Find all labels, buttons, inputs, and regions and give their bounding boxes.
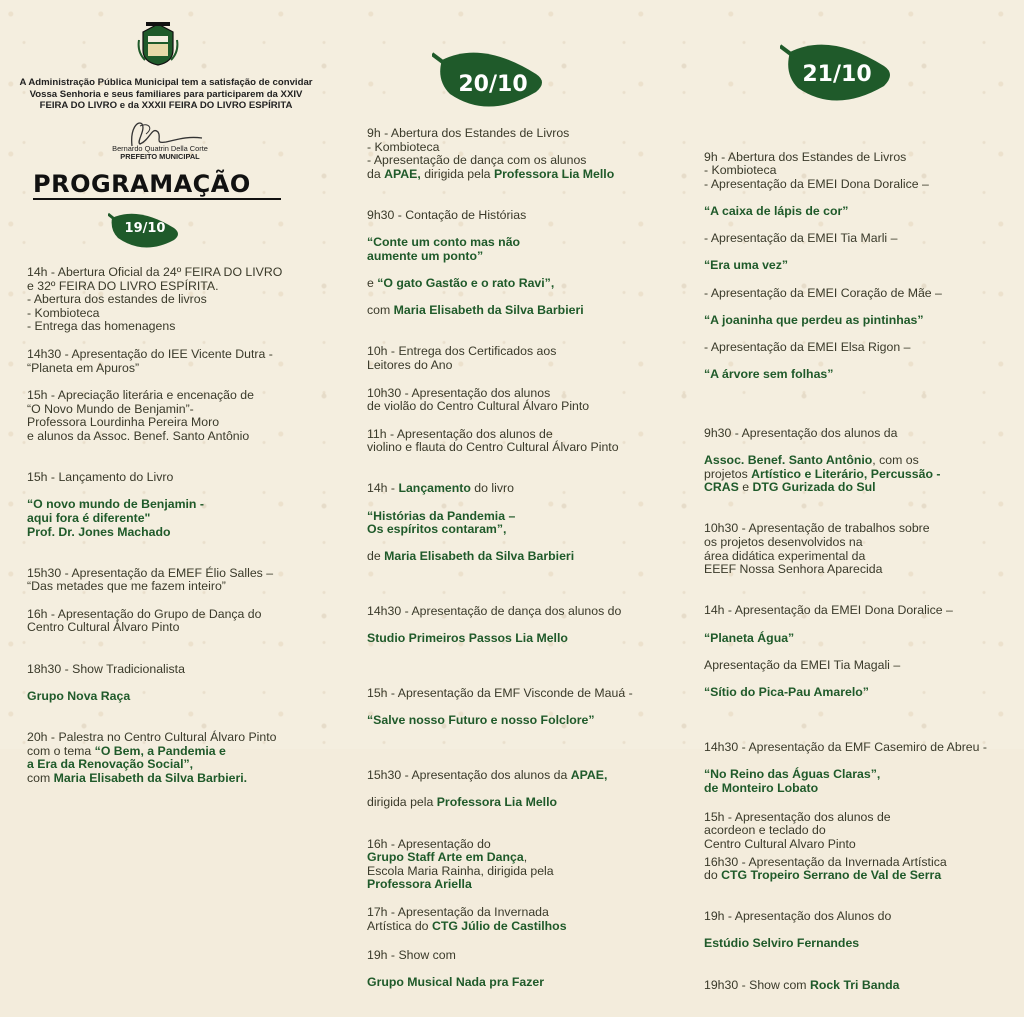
- event-item: [367, 592, 677, 660]
- event-text: e: [738, 480, 753, 495]
- event-item: 14h - Abertura Oficial da 24º FEIRA DO LIVRO e 32º FEIRA DO LIVRO ESPÍRITA. - Abertura dos estandes de livros - Kombioteca - Entrega das homenagens: [27, 265, 283, 334]
- event-text: do livro: [470, 481, 514, 496]
- event-item: 14h30 - Apresentação do IEE Vicente Dutra - “Planeta em Apuros”: [27, 346, 273, 375]
- date-badge-19: 19/10: [124, 221, 166, 236]
- event-item: 11h - Apresentação dos alunos de violino e flauta do Centro Cultural Álvaro Pinto: [367, 426, 619, 455]
- event-text: 9h - Abertura dos Estandes de Livros - Kombioteca - Apresentação de dança com os alunos da: [367, 126, 587, 181]
- event-highlight: “Sítio do Pica-Pau Amarelo”: [704, 684, 869, 699]
- program-title: PROGRAMAÇÃO: [33, 170, 251, 198]
- event-highlight: “A árvore sem folhas”: [704, 367, 834, 382]
- event-text: 19h - Show com: [367, 947, 456, 962]
- event-text: - Apresentação da EMEI Tia Marli –: [704, 231, 898, 246]
- event-highlight: Artístico e Literário, Percussão - CRAS: [704, 466, 941, 495]
- event-text: 14h -: [367, 481, 399, 496]
- event-item: [704, 897, 1020, 965]
- event-text: dirigida pela: [420, 166, 494, 181]
- event-item: [704, 137, 1020, 395]
- event-highlight: Professora Ariella: [367, 877, 472, 892]
- event-text: 19h30 - Show com: [704, 977, 810, 992]
- event-highlight: “O gato Gastão e o rato Ravi”,: [377, 275, 555, 290]
- event-item: [367, 935, 677, 1003]
- event-text: 17h - Apresentação da Invernada Artística do: [367, 904, 549, 933]
- event-text: 16h - Apresentação do: [367, 836, 491, 851]
- event-item: [27, 458, 327, 553]
- event-highlight: Maria Elisabeth da Silva Barbieri: [393, 303, 584, 318]
- event-item: [704, 979, 1020, 993]
- event-text: 15h - Apresentação da EMF Visconde de Mauá -: [367, 686, 633, 701]
- event-item: [704, 727, 1020, 809]
- event-text: de: [367, 549, 385, 564]
- event-text: 14h30 - Apresentação da EMF Casemiro de Abreu -: [704, 739, 987, 754]
- event-text: com: [27, 770, 54, 785]
- event-highlight: “No Reino das Águas Claras”, de Monteiro Lobato: [704, 766, 881, 795]
- event-item: [367, 906, 677, 933]
- event-highlight: APAE,: [384, 166, 421, 181]
- date-badge-20: 20/10: [458, 72, 528, 97]
- event-text: 19h - Apresentação dos Alunos do: [704, 909, 892, 924]
- event-text: e: [367, 275, 378, 290]
- event-item: 16h - Apresentação do Grupo de Dança do Centro Cultural Álvaro Pinto: [27, 606, 262, 635]
- event-item: 15h30 - Apresentação da EMEF Élio Salles – “Das metades que me fazem inteiro”: [27, 565, 274, 594]
- event-item: 10h30 - Apresentação dos alunos de violão do Centro Cultural Álvaro Pinto: [367, 385, 590, 414]
- event-highlight: Grupo Staff Arte em Dança: [367, 850, 524, 865]
- event-highlight: Maria Elisabeth da Silva Barbieri: [384, 549, 575, 564]
- event-text: 16h30 - Apresentação da Invernada Artística do: [704, 854, 947, 883]
- event-item: [704, 856, 1020, 883]
- event-highlight: “Histórias da Pandemia – Os espíritos contaram”,: [367, 508, 516, 537]
- event-item: 10h30 - Apresentação de trabalhos sobre os projetos desenvolvidos na área didática experimental da EEEF Nossa Senhora Aparecida: [704, 521, 930, 577]
- event-text: 14h - Apresentação da EMEI Dona Doralice –: [704, 603, 953, 618]
- event-item: [367, 469, 677, 578]
- schedule-column-19: [27, 266, 327, 799]
- event-item: [367, 756, 677, 824]
- event-highlight: APAE,: [570, 768, 608, 783]
- event-text: 9h30 - Contação de Histórias: [367, 207, 527, 222]
- event-highlight: “A joaninha que perdeu as pintinhas”: [704, 312, 924, 327]
- event-text: 15h30 - Apresentação dos alunos da: [367, 768, 571, 783]
- event-highlight: Lançamento: [398, 481, 471, 496]
- event-highlight: Professora Lia Mello: [493, 166, 615, 181]
- event-highlight: Professora Lia Mello: [436, 795, 558, 810]
- schedule-column-21: [704, 137, 1020, 1006]
- event-highlight: Maria Elisabeth da Silva Barbieri.: [53, 770, 248, 785]
- event-text: dirigida pela: [367, 795, 437, 810]
- event-item: [367, 838, 677, 892]
- signer-block: [100, 145, 220, 161]
- event-highlight: “O novo mundo de Benjamin - aqui fora é diferente" Prof. Dr. Jones Machado: [27, 497, 204, 539]
- event-text: Apresentação da EMEI Tia Magali –: [704, 657, 901, 672]
- signer-role: PREFEITO MUNICIPAL: [120, 152, 200, 161]
- event-highlight: Studio Primeiros Passos Lia Mello: [367, 631, 568, 646]
- event-item: [367, 127, 677, 181]
- event-text: , com os projetos: [704, 453, 919, 481]
- municipal-crest-icon: [137, 22, 179, 66]
- event-item: [704, 413, 1020, 508]
- event-highlight: “Era uma vez”: [704, 258, 789, 273]
- event-highlight: Grupo Nova Raça: [27, 688, 131, 703]
- event-highlight: “A caixa de lápis de cor”: [704, 203, 849, 218]
- event-text: , Escola Maria Rainha, dirigida pela: [367, 850, 554, 878]
- date-badge-21: 21/10: [802, 62, 872, 87]
- signer-name: Bernardo Quatrin Della Corte: [112, 144, 208, 153]
- event-highlight: DTG Gurizada do Sul: [752, 480, 876, 495]
- event-item: [367, 674, 677, 742]
- event-text: com: [367, 303, 394, 318]
- event-highlight: “Salve nosso Futuro e nosso Folclore”: [367, 713, 595, 728]
- event-item: [704, 591, 1020, 713]
- event-highlight: “O Bem, a Pandemia e a Era da Renovação Social”,: [27, 743, 226, 772]
- event-item: 15h - Apreciação literária e encenação de “O Novo Mundo de Benjamin”- Professora Lourdinha Pereira Moro e alunos da Assoc. Benef. Santo Antônio: [27, 388, 254, 443]
- event-highlight: Rock Tri Banda: [809, 977, 900, 992]
- event-highlight: “Conte um conto mas não aumente um ponto”: [367, 235, 521, 263]
- title-underline: [33, 198, 281, 200]
- event-highlight: Estúdio Selviro Fernandes: [704, 936, 860, 951]
- event-text: 14h30 - Apresentação de dança dos alunos do: [367, 604, 622, 619]
- schedule-column-20: [367, 127, 677, 1017]
- event-item: 15h - Apresentação dos alunos de acordeon e teclado do Centro Cultural Alvaro Pinto: [704, 809, 891, 851]
- event-highlight: Grupo Musical Nada pra Fazer: [367, 974, 544, 989]
- event-text: - Apresentação da EMEI Coração de Mãe –: [704, 285, 942, 300]
- event-highlight: Assoc. Benef. Santo Antônio: [704, 453, 873, 468]
- event-highlight: CTG Tropeiro Serrano de Val de Serra: [721, 868, 942, 883]
- event-text: 18h30 - Show Tradicionalista: [27, 661, 185, 676]
- event-text: 9h - Abertura dos Estandes de Livros - Kombioteca - Apresentação da EMEI Dona Doralice –: [704, 149, 929, 191]
- event-item: [367, 195, 677, 331]
- event-text: 15h - Lançamento do Livro: [27, 470, 174, 485]
- event-text: - Apresentação da EMEI Elsa Rigon –: [704, 339, 911, 354]
- event-item: [27, 649, 327, 717]
- event-highlight: “Planeta Água”: [704, 630, 795, 645]
- event-text: 9h30 - Apresentação dos alunos da: [704, 425, 898, 440]
- invitation-text: A Administração Pública Municipal tem a satisfação de convidar Vossa Senhoria e seus familiares para participarem da XXIV FEIRA DO LIVRO e da XXXII FEIRA DO LIVRO ESPÍRITA: [19, 77, 313, 112]
- event-item: 10h - Entrega dos Certificados aos Leitores do Ano: [367, 344, 557, 372]
- event-item: [27, 731, 327, 785]
- event-text: 20h - Palestra no Centro Cultural Álvaro Pinto com o tema: [27, 730, 277, 758]
- event-highlight: CTG Júlio de Castilhos: [431, 918, 567, 933]
